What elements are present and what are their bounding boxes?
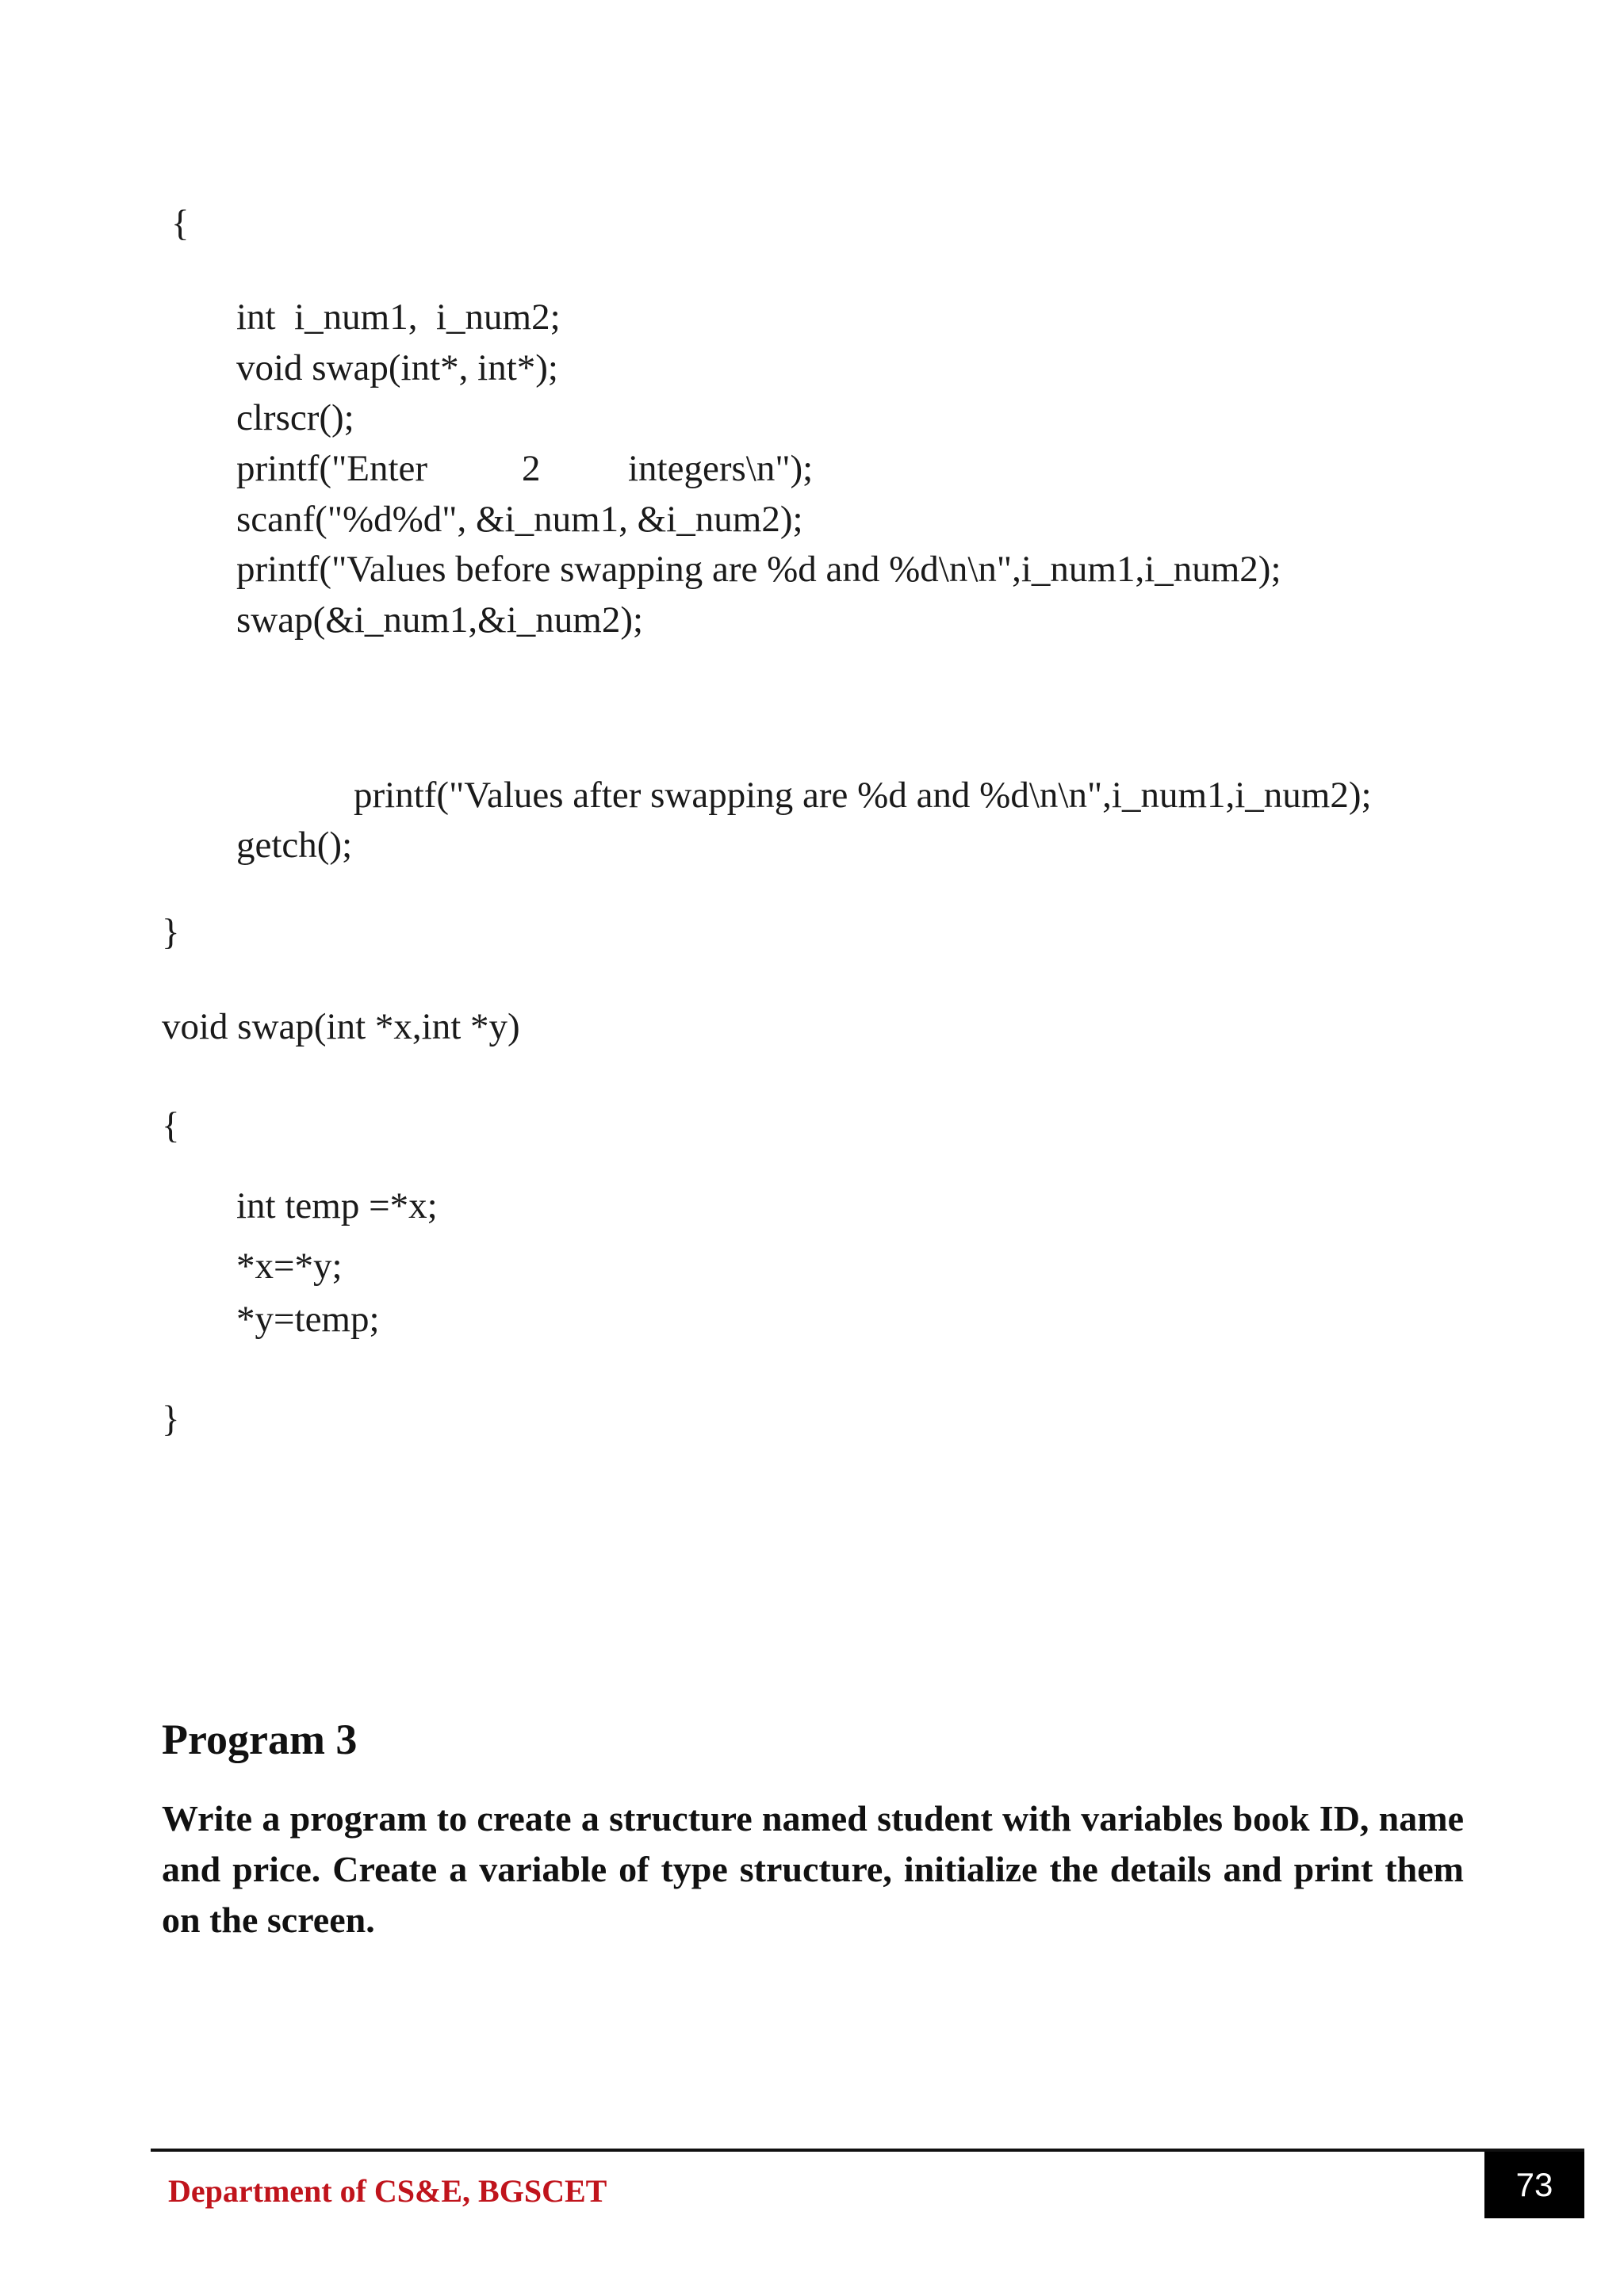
footer-department: Department of CS&E, BGSCET [168, 2173, 607, 2209]
code-line-x-assign: *x=*y; [236, 1246, 343, 1287]
code-line-printf-enter-part3: integers\n"); [628, 448, 814, 489]
code-line-printf-enter-part1: printf("Enter [236, 448, 428, 489]
code-line-printf-enter-part2: 2 [522, 448, 541, 489]
swap-close-brace: } [162, 1399, 180, 1440]
footer-divider [151, 2149, 1584, 2152]
page-number-box [1484, 2152, 1584, 2218]
code-line-y-assign: *y=temp; [236, 1299, 380, 1340]
page-number: 73 [1515, 2166, 1553, 2203]
code-line-printf-before: printf("Values before swapping are %d and %d\n\n",i_num1,i_num2); [236, 549, 1281, 590]
code-line-clrscr: clrscr(); [236, 397, 354, 438]
swap-open-brace: { [162, 1105, 180, 1146]
code-line-prototype: void swap(int*, int*); [236, 347, 558, 388]
code-line-temp: int temp =*x; [236, 1185, 438, 1226]
code-line-declaration: int i_num1, i_num2; [236, 297, 561, 338]
code-line-printf-after: printf("Values after swapping are %d and %d\n\n",i_num1,i_num2); [354, 775, 1372, 816]
code-line-swap-call: swap(&i_num1,&i_num2); [236, 599, 644, 641]
program-description: Write a program to create a structure named student with variables book ID, name and price. Create a variable of type structure, initialize the details and print them on the screen. [162, 1798, 1464, 1940]
main-close-brace: } [162, 912, 180, 953]
program-heading: Program 3 [162, 1716, 358, 1763]
code-line-getch: getch(); [236, 825, 353, 866]
code-line-scanf: scanf("%d%d", &i_num1, &i_num2); [236, 499, 803, 540]
main-open-brace: { [171, 203, 190, 244]
swap-function-signature: void swap(int *x,int *y) [162, 1006, 520, 1047]
